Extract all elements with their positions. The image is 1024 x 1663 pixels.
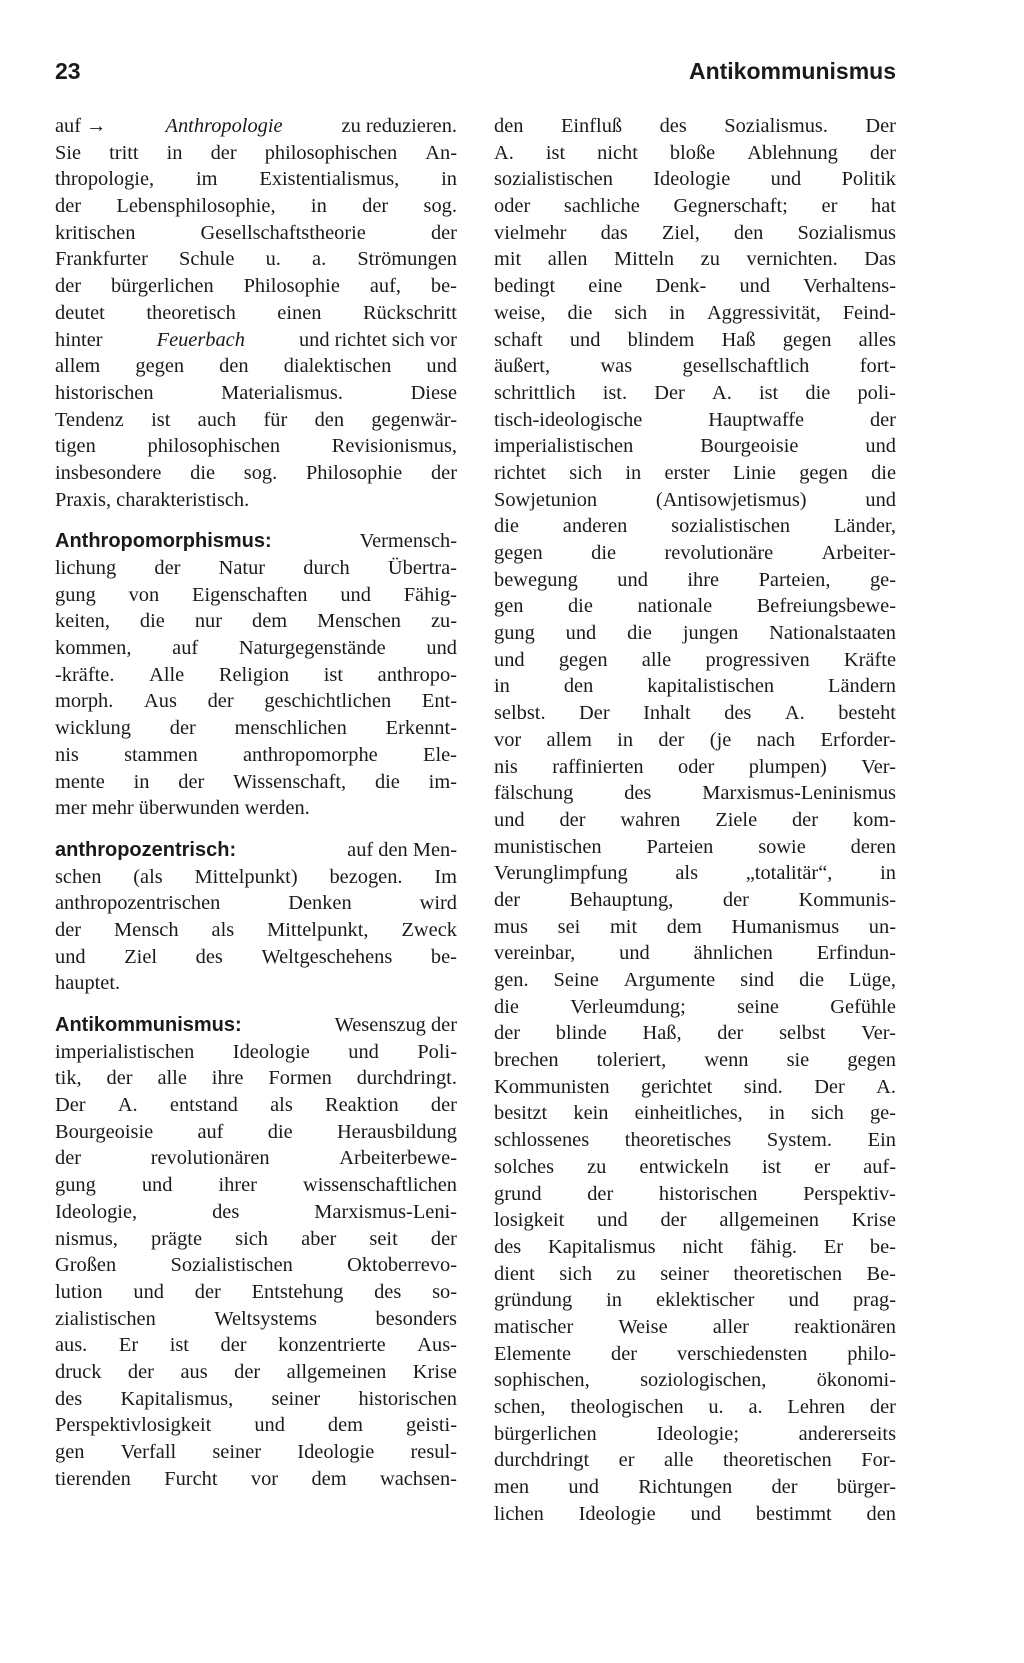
text-line: äußert, was gesellschaftlich fort- <box>494 355 896 378</box>
text-line: druck der aus der allgemeinen Krise <box>55 1360 457 1383</box>
text-line: tisch-ideologische Hauptwaffe der <box>494 408 896 431</box>
text-line: Bourgeoisie auf die Herausbildung <box>55 1120 457 1143</box>
text-line: kritischen Gesellschaftstheorie der <box>55 221 457 244</box>
text-line: keiten, die nur dem Menschen zu- <box>55 610 457 633</box>
text-line: Sie tritt in der philosophischen An- <box>55 141 457 164</box>
text-line: bürgerlichen Ideologie; andererseits <box>494 1422 896 1445</box>
text-block <box>55 864 457 971</box>
text-line: tigen philosophischen Revisionismus, <box>55 435 457 458</box>
cross-reference: Feuerbach <box>156 328 245 351</box>
text-line: thropologie, im Existentialismus, in <box>55 168 457 191</box>
text-line: matischer Weise aller reaktionären <box>494 1315 896 1338</box>
text-line: mente in der Wissenschaft, die im- <box>55 770 457 793</box>
text-line: vielmehr das Ziel, den Sozialismus <box>494 221 896 244</box>
text-line: Praxis, charakteristisch. <box>55 488 250 511</box>
text-line: fälschung des Marxismus-Leninismus <box>494 782 896 805</box>
text-line: morph. Aus der geschichtlichen Ent- <box>55 690 457 713</box>
text-line: und der wahren Ziele der kom- <box>494 808 896 831</box>
text-line: des Kapitalismus, seiner historischen <box>55 1387 457 1410</box>
text-line: weise, die sich in Aggressivität, Feind- <box>494 301 896 324</box>
text-block <box>55 555 457 795</box>
text-line: nis stammen anthropomorphe Ele- <box>55 743 457 766</box>
text-line: imperialistischen Ideologie und Poli- <box>55 1040 457 1063</box>
text-line: tik, der alle ihre Formen durchdringt. <box>55 1067 457 1090</box>
text-line: allem gegen den dialektischen und <box>55 355 457 378</box>
text-line: zialistischen Weltsystems besonders <box>55 1307 457 1330</box>
text-line: imperialistischen Bourgeoisie und <box>494 435 896 458</box>
text-line: oder sachliche Gegnerschaft; er hat <box>494 195 896 218</box>
text-block <box>55 353 457 486</box>
text-line: bedingt eine Denk- und Verhaltens- <box>494 275 896 298</box>
cross-reference: Anthropologie <box>165 115 283 137</box>
text-line: auf → Anthropologie zu reduzieren. <box>55 113 457 140</box>
text-line: die Verleumdung; seine Gefühle <box>494 995 896 1018</box>
text-line: schlossenes theoretisches System. Ein <box>494 1129 896 1152</box>
text-line: richtet sich in erster Linie gegen die <box>494 461 896 484</box>
text-line: der Lebensphilosophie, in der sog. <box>55 195 457 218</box>
text-line: gen Verfall seiner Ideologie resul- <box>55 1441 457 1463</box>
left-column <box>55 113 457 1492</box>
text-line: vor allem in der (je nach Erforder- <box>494 728 896 751</box>
text-line: Kommunisten gerichtet sind. Der A. <box>494 1075 896 1098</box>
text-line: Großen Sozialistischen Oktoberrevo- <box>55 1254 457 1277</box>
text-line: grund der historischen Perspektiv- <box>494 1182 896 1205</box>
text-line: gründung in eklektischer und prag- <box>494 1289 896 1312</box>
right-column <box>494 113 896 1527</box>
text-line: munistischen Parteien sowie deren <box>494 835 896 858</box>
text-line: den Einfluß des Sozialismus. Der <box>494 115 896 137</box>
text-line: nis raffinierten oder plumpen) Ver- <box>494 755 896 778</box>
text-line: -kräfte. Alle Religion ist anthropo- <box>55 663 457 686</box>
text-line: wicklung der menschlichen Erkennt- <box>55 717 457 740</box>
text-block <box>55 140 457 327</box>
text-line: gung und ihrer wissenschaftlichen <box>55 1174 457 1197</box>
text-line: hinter Feuerbach und richtet sich vor <box>55 327 457 354</box>
entry-anthropomorphismus: Anthropomorphismus: Vermensch- <box>55 528 457 555</box>
text-line: mus sei mit dem Humanismus un- <box>494 915 896 938</box>
text-line: der bürgerlichen Philosophie auf, be- <box>55 275 457 298</box>
text-line: schaft und blindem Haß gegen alles <box>494 328 896 351</box>
text-line: insbesondere die sog. Philosophie der <box>55 461 457 484</box>
text-line: der Mensch als Mittelpunkt, Zweck <box>55 918 457 941</box>
text-line: sophischen, soziologischen, ökonomi- <box>494 1369 896 1392</box>
text-line: lution und der Entstehung des so- <box>55 1280 457 1303</box>
text-line: der blinde Haß, der selbst Ver- <box>494 1022 896 1045</box>
text-line: gen. Seine Argumente sind die Lüge, <box>494 969 896 991</box>
text-line: Tendenz ist auch für den gegenwär- <box>55 408 457 431</box>
text-line: Ideologie, des Marxismus-Leni- <box>55 1200 457 1223</box>
text-line: Verunglimpfung als „totalitär“, in <box>494 862 896 885</box>
text-line: schen, theologischen u. a. Lehren der <box>494 1396 896 1418</box>
text-line: gung von Eigenschaften und Fähig- <box>55 583 457 606</box>
text-line: gegen die revolutionäre Arbeiter- <box>494 542 896 564</box>
text-line: durchdringt er alle theoretischen For- <box>494 1449 896 1472</box>
text-line: des Kapitalismus nicht fähig. Er be- <box>494 1235 896 1258</box>
text-line: men und Richtungen der bürger- <box>494 1476 896 1499</box>
text-line: gung und die jungen Nationalstaaten <box>494 622 896 645</box>
text-line: sozialistischen Ideologie und Politik <box>494 168 896 191</box>
text-line: aus. Er ist der konzentrierte Aus- <box>55 1334 457 1357</box>
text-block <box>55 1039 457 1493</box>
text-line: und gegen alle progressiven Kräfte <box>494 648 896 671</box>
text-line: dient sich zu seiner theoretischen Be- <box>494 1262 896 1285</box>
entry-antikommunismus: Antikommunismus: Wesenszug der <box>55 1012 457 1039</box>
text-line: gen die nationale Befreiungsbewe- <box>494 595 896 618</box>
text-line: brechen toleriert, wenn sie gegen <box>494 1049 896 1072</box>
headword: anthropozentrisch: <box>55 838 237 861</box>
text-line: die anderen sozialistischen Länder, <box>494 515 896 538</box>
text-line: bewegung und ihre Parteien, ge- <box>494 568 896 591</box>
text-line: Sowjetunion (Antisowjetismus) und <box>494 488 896 511</box>
text-line: selbst. Der Inhalt des A. besteht <box>494 702 896 725</box>
text-line: mit allen Mitteln zu vernichten. Das <box>494 248 896 271</box>
text-line: Der A. entstand als Reaktion der <box>55 1094 457 1117</box>
text-line: Elemente der verschiedensten philo- <box>494 1342 896 1365</box>
text-line: hauptet. <box>55 972 121 995</box>
text-line: besitzt kein einheitliches, in sich ge- <box>494 1102 896 1125</box>
text-line: in den kapitalistischen Ländern <box>494 675 896 698</box>
text-line: der Behauptung, der Kommunis- <box>494 888 896 911</box>
text-line: Perspektivlosigkeit und dem geisti- <box>55 1414 457 1437</box>
text-line: der revolutionären Arbeiterbewe- <box>55 1147 457 1170</box>
text-line: losigkeit und der allgemeinen Krise <box>494 1209 896 1232</box>
text-line: mer mehr überwunden werden. <box>55 797 310 820</box>
text-line: und Ziel des Weltgeschehens be- <box>55 945 457 968</box>
text-line: solches zu entwickeln ist er auf- <box>494 1155 896 1178</box>
text-line: Frankfurter Schule u. a. Strömungen <box>55 248 457 271</box>
page-number: 23 <box>55 58 81 84</box>
running-head: Antikommunismus <box>688 58 896 84</box>
text-line: A. ist nicht bloße Ablehnung der <box>494 141 896 164</box>
text-line: schrittlich ist. Der A. ist die poli- <box>494 381 896 404</box>
page-header <box>55 58 896 92</box>
text-line: vereinbar, und ähnlichen Erfindun- <box>494 942 896 965</box>
text-line: historischen Materialismus. Diese <box>55 381 457 404</box>
entry-anthropozentrisch: anthropozentrisch: auf den Men- <box>55 837 457 864</box>
text-line: lichung der Natur durch Übertra- <box>55 557 457 579</box>
text-line: tierenden Furcht vor dem wachsen- <box>55 1467 457 1490</box>
text-line: schen (als Mittelpunkt) bezogen. Im <box>55 865 457 888</box>
text-block <box>494 113 896 1527</box>
text-line: nismus, prägte sich aber seit der <box>55 1227 457 1250</box>
text-line: kommen, auf Naturgegenstände und <box>55 637 457 660</box>
text-line: deutet theoretisch einen Rückschritt <box>55 301 457 324</box>
text-line: anthropozentrischen Denken wird <box>55 892 457 915</box>
headword: Antikommunismus: <box>55 1014 242 1036</box>
headword: Anthropomorphismus: <box>55 530 272 553</box>
text-line: lichen Ideologie und bestimmt den <box>494 1502 896 1525</box>
